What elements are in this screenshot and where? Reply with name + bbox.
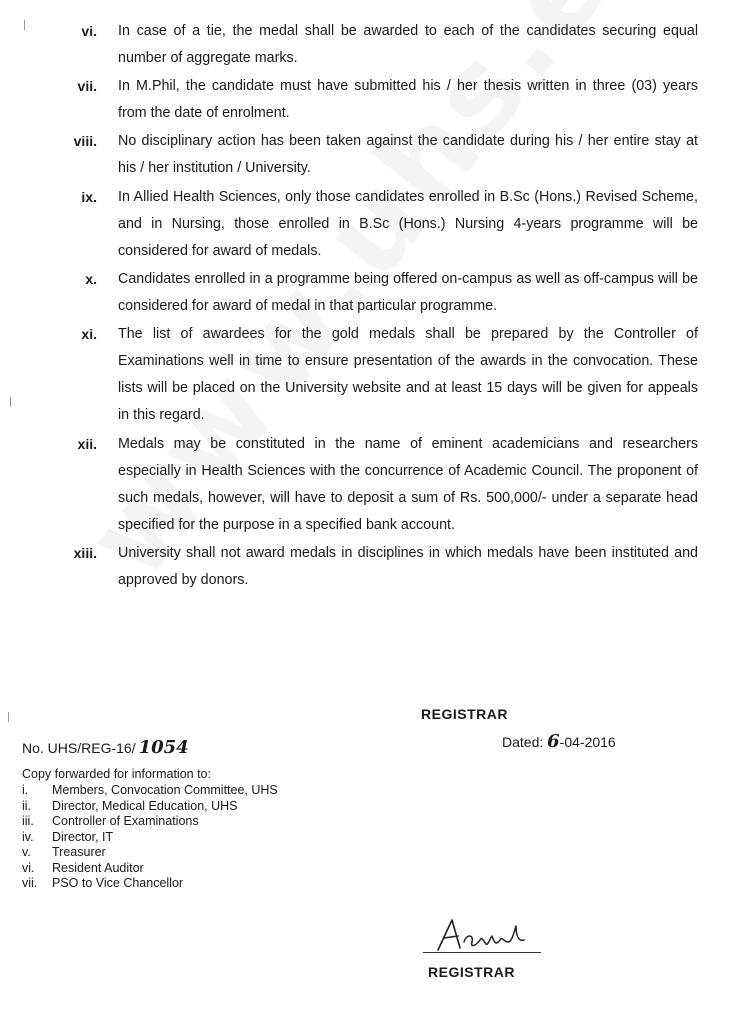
scan-mark xyxy=(10,397,14,407)
list-item xyxy=(22,814,278,830)
clause-text: The list of awardees for the gold medals shall be prepared by the Controller of Examinations well in time to ensure presentation of the awards in the convocation. These lists will be placed on the University website and at least 15 days will be given for appeals in this regard. xyxy=(118,326,698,423)
clause-text: Candidates enrolled in a programme being offered on-campus as well as off-campus will be considered for award of medal in that particular programme. xyxy=(118,271,698,314)
dated-label: Dated: xyxy=(502,734,548,750)
clause-number: xiii. xyxy=(73,545,97,561)
list-item-text: Controller of Examinations xyxy=(52,814,199,828)
list-item xyxy=(22,861,278,877)
clause-text: In Allied Health Sciences, only those candidates enrolled in B.Sc (Hons.) Revised Scheme, and in Nursing, those enrolled in B.Sc (Hons.) Nursing 4-years programme will be considered for award of medals. xyxy=(118,189,698,259)
list-item-text: Director, IT xyxy=(52,829,114,844)
clause-number: x. xyxy=(85,271,97,287)
list-item xyxy=(22,876,278,892)
scan-mark xyxy=(8,712,12,722)
clause-number: ix. xyxy=(81,189,97,205)
list-item xyxy=(22,830,278,846)
dated xyxy=(502,731,616,752)
clause-number: vi. xyxy=(81,23,97,39)
list-item-text: Resident Auditor xyxy=(52,860,144,875)
signature-line xyxy=(423,952,541,953)
list-item-text: Director, Medical Education, UHS xyxy=(52,798,238,813)
letter-number xyxy=(22,737,189,758)
clause-text: In case of a tie, the medal shall be awarded to each of the candidates securing equal number of aggregate marks. xyxy=(118,23,698,66)
list-item-number: i. xyxy=(22,783,29,797)
dated-day-handwritten: 6 xyxy=(547,731,560,752)
list-item-text: Treasurer xyxy=(52,845,106,859)
list-item-number: iii. xyxy=(22,814,34,828)
signature xyxy=(430,912,550,962)
list-item xyxy=(22,799,278,815)
registrar-title-bottom: REGISTRAR xyxy=(428,964,515,980)
clause-text: Medals may be constituted in the name of eminent academicians and researchers especially in Health Sciences with the concurrence of Academic Council. The proponent of such medals, however, will have to deposit a sum of Rs. 500,000/- under a separate head specified for the purpose in a specified bank account. xyxy=(118,436,698,533)
clause-text: No disciplinary action has been taken against the candidate during his / her entire stay at his / her institution / University. xyxy=(118,133,698,176)
clause-number: xi. xyxy=(81,326,97,342)
list-item-number: iv. xyxy=(22,829,34,844)
list-item-text: Members, Convocation Committee, UHS xyxy=(52,783,278,797)
letter-number-handwritten: 1054 xyxy=(138,737,189,758)
list-item-number: vii. xyxy=(22,876,38,890)
list-item-number: ii. xyxy=(22,798,32,813)
registrar-title-top: REGISTRAR xyxy=(421,706,508,722)
dated-rest: -04-2016 xyxy=(559,734,616,750)
list-item xyxy=(22,845,278,861)
scan-mark xyxy=(24,20,28,30)
copy-forwarded-list xyxy=(22,783,278,892)
clause-text: In M.Phil, the candidate must have submitted his / her thesis written in three (03) years from the date of enrolment. xyxy=(118,78,698,121)
list-item-number: v. xyxy=(22,845,31,859)
list-item xyxy=(22,783,278,799)
clause-number: vii. xyxy=(77,78,97,94)
list-item-text: PSO to Vice Chancellor xyxy=(52,876,184,890)
clause-number: xii. xyxy=(77,436,97,452)
clause-number: viii. xyxy=(73,133,97,149)
clause-text: University shall not award medals in disciplines in which medals have been instituted and approved by donors. xyxy=(118,545,698,588)
letter-number-prefix: No. UHS/REG-16/ xyxy=(22,740,136,756)
list-item-number: vi. xyxy=(22,860,35,875)
copy-forwarded-heading: Copy forwarded for information to: xyxy=(22,767,211,781)
